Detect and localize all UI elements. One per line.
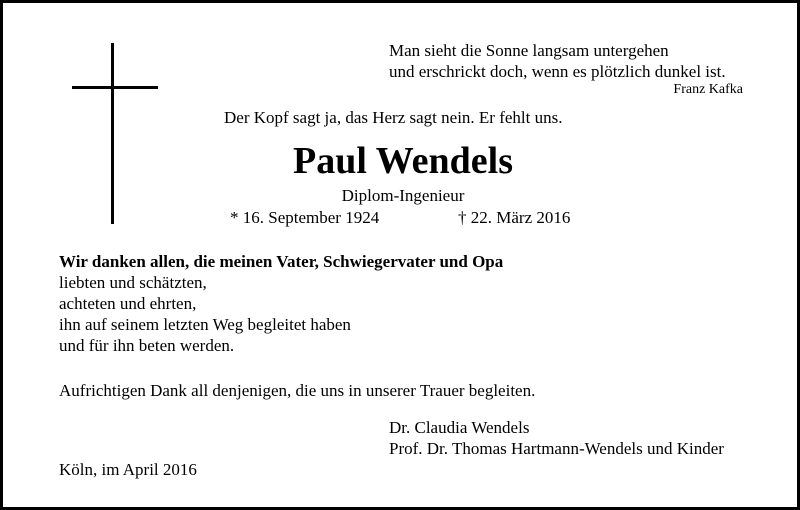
gratitude-text: Aufrichtigen Dank all denjenigen, die uns in unserer Trauer begleiten. [59, 381, 536, 400]
signatures [389, 417, 724, 459]
death-date: † 22. März 2016 [458, 208, 571, 227]
birth-date: * 16. September 1924 [230, 208, 380, 227]
quote-author: Franz Kafka [673, 82, 743, 97]
deceased-name: Paul Wendels [293, 140, 513, 182]
thanks-text [59, 251, 503, 356]
thanks-line-2: achteten und ehrten, [59, 294, 197, 313]
deceased-profession: Diplom-Ingenieur [341, 186, 465, 205]
motto: Der Kopf sagt ja, das Herz sagt nein. Er fehlt uns. [224, 108, 563, 127]
quote [389, 40, 726, 82]
signature-2: Prof. Dr. Thomas Hartmann-Wendels und Kinder [389, 439, 724, 458]
place-date: Köln, im April 2016 [59, 460, 197, 479]
quote-line-1: Man sieht die Sonne langsam untergehen [389, 41, 669, 60]
cross-horizontal-bar [72, 86, 158, 89]
thanks-line-4: und für ihn beten werden. [59, 336, 235, 355]
thanks-lead: Wir danken allen, die meinen Vater, Schwiegervater und Opa [59, 252, 504, 271]
thanks-line-3: ihn auf seinem letzten Weg begleitet haben [59, 315, 351, 334]
signature-1: Dr. Claudia Wendels [389, 418, 530, 437]
quote-line-2: und erschrickt doch, wenn es plötzlich dunkel ist. [389, 62, 726, 81]
thanks-line-1: liebten und schätzten, [59, 273, 207, 292]
